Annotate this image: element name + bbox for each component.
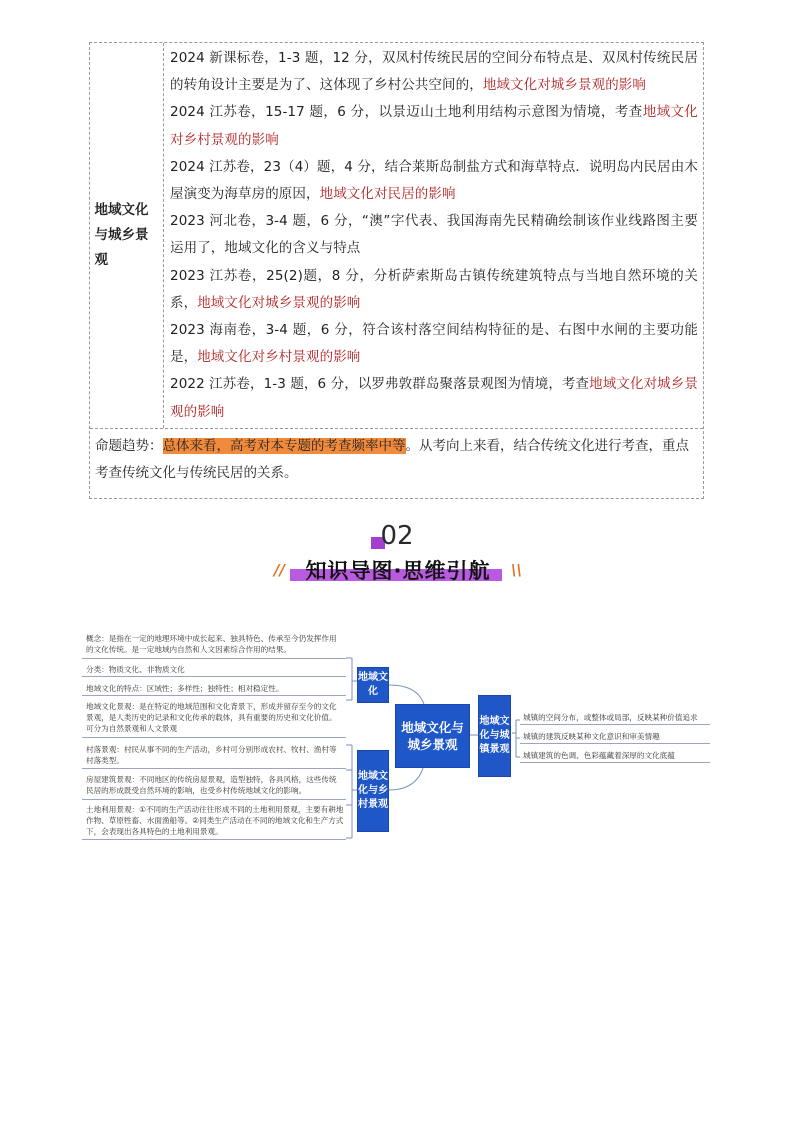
culture-leaf-box bbox=[82, 682, 346, 696]
exam-item-focus: 地域文化对城乡景观的影响 bbox=[482, 77, 647, 94]
exam-item-text: 2023 海南卷，3-4 题，6 分，符合该村落空间结构特征的是、右图中水闸的主要功能是， bbox=[170, 322, 698, 366]
exam-item-text: 2024 江苏卷，15-17 题，6 分，以景迈山土地利用结构示意图为情境，考查 bbox=[170, 104, 643, 121]
trend-highlight: 总体来看，高考对本专题的考查频率中等 bbox=[162, 438, 406, 454]
rural-leaf-land-use: 土地利用景观：①不同的生产活动往往形成不同的土地利用景观，主要有耕地作物、草原牲畜、水面渔船等。②同类生产活动在不同的地域文化和生产方式下，会表现出各具特色的土地利用景观。 bbox=[86, 805, 344, 836]
rural-leaf-box bbox=[82, 803, 346, 840]
node-rural-landscape: 地域文化与乡村景观 bbox=[357, 750, 389, 832]
trend-text: 。从考向上来看，结合传统文化进行考查，重点考查传统文化与传统民居的关系。 bbox=[95, 438, 689, 481]
exam-item-focus: 地域文化对民居的影响 bbox=[319, 186, 456, 203]
urban-leaf-architecture: 城镇的建筑反映某种文化意识和审美情趣 bbox=[523, 732, 660, 741]
culture-leaf-concept: 概念：是指在一定的地理环境中成长起来、独具特色、传承至今仍发挥作用的文化传统。是一定地域内自然和人文因素综合作用的结果。 bbox=[86, 634, 337, 654]
slash-decoration-left: // bbox=[274, 561, 285, 579]
connector-rural bbox=[346, 745, 357, 838]
rural-leaf-village: 村落景观：村民从事不同的生产活动，乡村可分别形成农村、牧村、渔村等村落类型。 bbox=[86, 745, 337, 765]
urban-leaf-box bbox=[520, 711, 710, 725]
rural-leaf-box bbox=[82, 743, 346, 769]
exam-item-text: 2022 江苏卷，1-3 题，6 分，以罗弗敦群岛聚落景观图为情境，考查 bbox=[170, 376, 590, 393]
exam-item-focus: 地域文化对城乡景观的影响 bbox=[170, 376, 698, 420]
culture-leaf-box bbox=[82, 663, 346, 677]
culture-leaf-category: 分类：物质文化、非物质文化 bbox=[86, 665, 185, 674]
culture-leaf-landscape: 地域文化景观：是在特定的地域范围和文化背景下，形成并留存至今的文化景观，是人类历史的记录和文化传承的载体，具有重要的历史和文化价值。可分为自然景观和人文景观 bbox=[86, 702, 337, 733]
section-title: 知识导图·思维引航 bbox=[305, 559, 491, 583]
urban-leaf-box bbox=[520, 730, 710, 744]
exam-item-text: 2023 江苏卷，25(2)题，8 分，分析萨索斯岛古镇传统建筑特点与当地自然环境的关系， bbox=[170, 267, 698, 311]
exam-item-focus: 地域文化对城乡景观的影响 bbox=[197, 294, 361, 311]
node-regional-culture: 地域文化 bbox=[357, 667, 389, 703]
rural-leaf-building: 房屋建筑景观：不同地区的传统房屋景观，造型独特，各具风格，这些传统民居的形成既受自然环境的影响，也受乡村传统地域文化的影响。 bbox=[86, 775, 337, 795]
section-number: 02 bbox=[380, 521, 414, 551]
exam-item-focus: 地域文化对乡村景观的影响 bbox=[197, 349, 361, 366]
exam-item-focus: 地域文化对乡村景观的影响 bbox=[170, 104, 699, 148]
connector-culture bbox=[346, 658, 357, 700]
culture-leaf-box bbox=[82, 700, 346, 738]
urban-leaf-color: 城镇建筑的色调、色彩蕴藏着深厚的文化底蕴 bbox=[523, 751, 675, 760]
node-urban-landscape: 地域文化与城镇景观 bbox=[478, 695, 511, 777]
connector-urban bbox=[512, 720, 520, 757]
culture-leaf-features: 地域文化的特点：区域性；多样性；独特性；相对稳定性。 bbox=[86, 684, 284, 693]
trend-label: 命题趋势： bbox=[95, 438, 163, 454]
node-center-topic: 地域文化与城乡景观 bbox=[395, 704, 470, 768]
culture-leaf-box bbox=[82, 632, 346, 659]
exam-item-text: 2023 河北卷，3-4 题，6 分，“澳”字代表、我国海南先民精确绘制该作业线路图主要运用了，地域文化的含义与特点 bbox=[170, 213, 698, 257]
exam-item-text: 2024 江苏卷，23（4）题，4 分，结合莱斯岛制盐方式和海草特点．说明岛内民居由木屋演变为海草房的原因， bbox=[170, 158, 698, 203]
exam-item-text: 2024 新课标卷，1-3 题，12 分，双凤村传统民居的空间分布特点是、双凤村传统民居的转角设计主要是为了、这体现了乡村公共空间的， bbox=[170, 50, 698, 94]
rural-leaf-box bbox=[82, 773, 346, 800]
urban-leaf-box bbox=[520, 749, 710, 763]
topic-label: 地域文化与城乡景观 bbox=[94, 202, 149, 268]
slash-decoration-right: \\ bbox=[511, 561, 522, 579]
urban-leaf-spatial: 城镇的空间分布，或整体或局部，反映某种价值追求 bbox=[523, 713, 698, 722]
